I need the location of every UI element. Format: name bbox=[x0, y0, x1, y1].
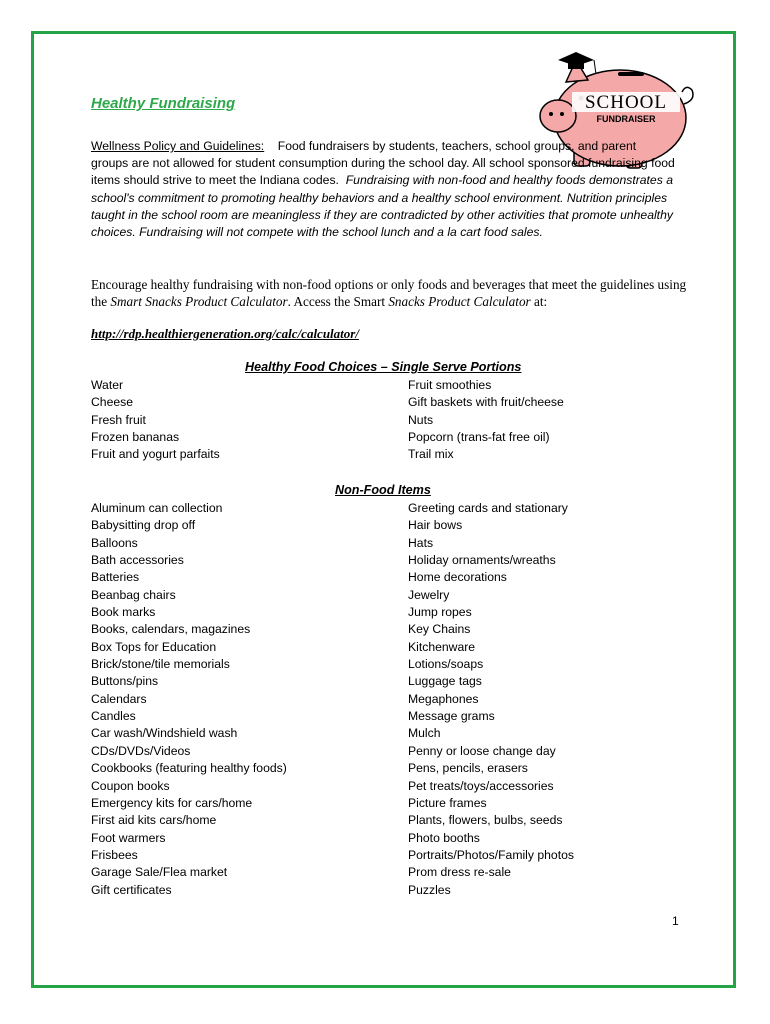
list-item: Buttons/pins bbox=[91, 674, 159, 689]
list-item: Cookbooks (featuring healthy foods) bbox=[91, 761, 287, 776]
list-item: Foot warmers bbox=[91, 830, 166, 845]
list-item: Beanbag chairs bbox=[91, 587, 176, 602]
list-item: Lotions/soaps bbox=[408, 657, 484, 672]
list-item: Frozen bananas bbox=[91, 430, 180, 445]
list-item: Bath accessories bbox=[91, 553, 184, 568]
page-number: 1 bbox=[672, 914, 679, 928]
non-food-right-list bbox=[408, 500, 574, 899]
wellness-italic-text: Fundraising with non-food and healthy foods demonstrates a school's commitment to promoting healthy behaviors and a healthy school environment. Nutrition principles taught in the school room are meaningless if they are contradicted by other activities that promote unhealthy choices. Fundraising will not compete with the school lunch and a la cart food sales. bbox=[91, 173, 673, 240]
list-item: Fruit smoothies bbox=[408, 378, 492, 392]
list-item: Cheese bbox=[91, 395, 134, 410]
encourage-text-1: Encourage healthy fundraising with non-food options or only foods and beverages that meet the guidelines using the bbox=[91, 277, 687, 309]
list-item: Puzzles bbox=[408, 882, 451, 897]
list-item: Batteries bbox=[91, 570, 140, 585]
list-item: Plants, flowers, bulbs, seeds bbox=[408, 813, 563, 828]
list-item: Brick/stone/tile memorials bbox=[91, 657, 230, 672]
encourage-text-3: at: bbox=[530, 294, 548, 309]
non-food-left-list bbox=[91, 500, 287, 899]
list-item: Portraits/Photos/Family photos bbox=[408, 847, 574, 862]
list-item: Picture frames bbox=[408, 795, 487, 810]
list-item: Hats bbox=[408, 535, 434, 550]
non-food-heading: Non-Food Items bbox=[335, 483, 431, 497]
list-item: Trail mix bbox=[408, 447, 454, 462]
list-item: Water bbox=[91, 378, 124, 392]
list-item: Kitchenware bbox=[408, 639, 476, 654]
list-item: Pens, pencils, erasers bbox=[408, 761, 528, 776]
list-item: Garage Sale/Flea market bbox=[91, 865, 228, 880]
healthy-foods-right-list bbox=[408, 377, 564, 464]
list-item: Calendars bbox=[91, 691, 147, 706]
healthy-foods-heading: Healthy Food Choices – Single Serve Portions bbox=[245, 360, 522, 374]
list-item: Balloons bbox=[91, 535, 138, 550]
list-item: Jewelry bbox=[408, 587, 450, 602]
list-item: Megaphones bbox=[408, 691, 479, 706]
logo-line2: FUNDRAISER bbox=[596, 114, 656, 124]
list-item: Penny or loose change day bbox=[408, 743, 556, 758]
page-title: Healthy Fundraising bbox=[91, 95, 236, 112]
list-item: Photo booths bbox=[408, 830, 480, 845]
list-item: Box Tops for Education bbox=[91, 639, 217, 654]
healthy-foods-left-list bbox=[91, 377, 220, 464]
list-item: Gift certificates bbox=[91, 882, 172, 897]
list-item: Babysitting drop off bbox=[91, 518, 196, 533]
encourage-paragraph bbox=[91, 276, 691, 310]
calculator-name-2: Snacks Product Calculator bbox=[388, 294, 531, 309]
list-item: Fresh fruit bbox=[91, 412, 146, 427]
list-item: Gift baskets with fruit/cheese bbox=[408, 395, 564, 410]
list-item: Home decorations bbox=[408, 570, 507, 585]
list-item: Aluminum can collection bbox=[91, 501, 223, 515]
list-item: CDs/DVDs/Videos bbox=[91, 743, 191, 758]
list-item: Jump ropes bbox=[408, 605, 472, 620]
calculator-link[interactable]: http://rdp.healthiergeneration.org/calc/calculator/ bbox=[91, 326, 359, 341]
list-item: Mulch bbox=[408, 726, 441, 741]
list-item: Books, calendars, magazines bbox=[91, 622, 251, 637]
list-item: Luggage tags bbox=[408, 674, 482, 689]
calculator-name: Smart Snacks Product Calculator bbox=[110, 294, 288, 309]
list-item: Prom dress re-sale bbox=[408, 865, 511, 880]
logo-line1: SCHOOL bbox=[584, 92, 668, 113]
list-item: Nuts bbox=[408, 412, 434, 427]
list-item: Coupon books bbox=[91, 778, 170, 793]
list-item: Emergency kits for cars/home bbox=[91, 795, 253, 810]
list-item: Hair bows bbox=[408, 518, 463, 533]
list-item: First aid kits cars/home bbox=[91, 813, 217, 828]
encourage-text-2: . Access the Smart bbox=[287, 294, 389, 309]
list-item: Frisbees bbox=[91, 847, 138, 862]
list-item: Car wash/Windshield wash bbox=[91, 726, 238, 741]
list-item: Popcorn (trans-fat free oil) bbox=[408, 430, 550, 445]
list-item: Message grams bbox=[408, 709, 495, 724]
list-item: Fruit and yogurt parfaits bbox=[91, 447, 220, 462]
list-item: Key Chains bbox=[408, 622, 471, 637]
list-item: Pet treats/toys/accessories bbox=[408, 778, 554, 793]
list-item: Book marks bbox=[91, 605, 156, 620]
list-item: Greeting cards and stationary bbox=[408, 501, 568, 515]
list-item: Holiday ornaments/wreaths bbox=[408, 553, 556, 568]
list-item: Candles bbox=[91, 709, 136, 724]
wellness-plain-text: Food fundraisers by students, teachers, school groups, and parent groups are not allowed for student consumption during the school day. All school sponsored fundraising food items should strive to meet the Indiana codes. bbox=[91, 139, 675, 188]
wellness-paragraph bbox=[91, 138, 676, 241]
wellness-heading: Wellness Policy and Guidelines: bbox=[91, 139, 265, 153]
